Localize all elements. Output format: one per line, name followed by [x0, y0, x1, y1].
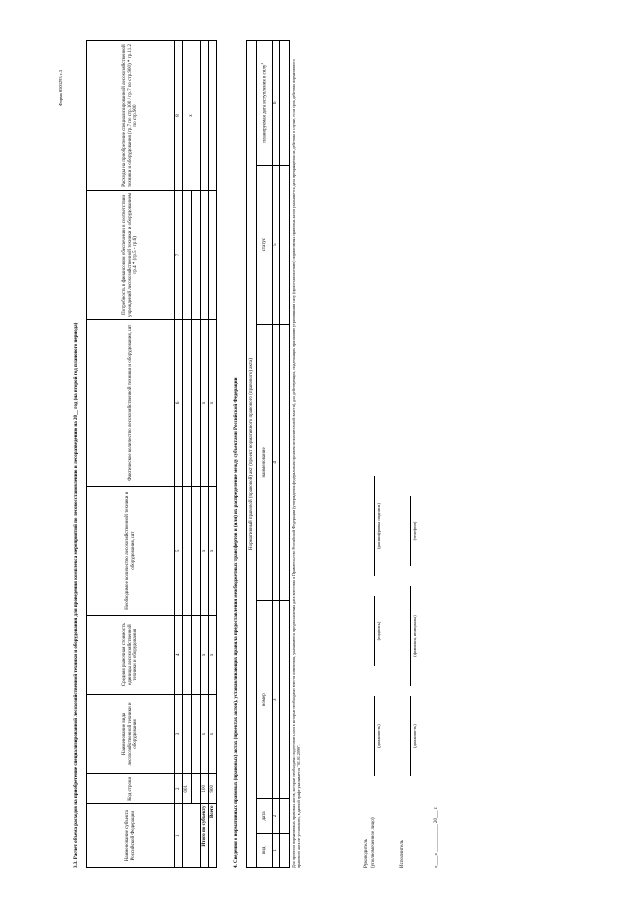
- header-name: наименование: [257, 324, 273, 600]
- section-4-title: 4. Сведения о нормативных правовых (правовых) актах (проектах актов), устанавливающих правила предоставления межбюджетных трансфертов и (или) их распределение между субъектами Российской Федерации: [234, 377, 239, 868]
- col-num-3: 3: [175, 694, 183, 773]
- col-num-8: 8: [175, 41, 183, 191]
- header-avg-price: Средняя рыночная стоимость единицы лесохозяйственной техники и оборудования: [87, 615, 175, 694]
- total-label: Итого по субъекту: [201, 804, 209, 868]
- cell-number-entry[interactable]: [280, 601, 290, 799]
- row-code-001: 001: [183, 774, 192, 804]
- head-sublabel: (уполномоченное лицо): [371, 817, 376, 868]
- header-row-code: Код строки: [87, 774, 175, 804]
- cell-actual-entry[interactable]: [183, 319, 192, 486]
- rotated-form-sheet: Форма 0503293 с.3 3.3. Расчет объема расходов на приобретение специализированной лесохозяйственной техники и оборудования для проведения комплекса мероприятий по лесовосстановлению и лесоразведению на 20__ год (на второй год планового периода) Наименование субъекта Российской Федерации Код строки Наименование вида лесохозяйственной техники и оборудования Средняя рыночная стоимость единицы лесохозяйственной техники и оборудования Необходимое количество лесохозяйственной техники и оборудования, шт Фактическое количество лесохозяйственной техники и оборудования, шт Потребность в финансовом обеспечении в соответствии учреждений лесохозяйственной техники и оборудованием гр.4 * (гр.5 - гр.6) Расходы на приобретение специализированной лесохозяйственной техники и оборудования (гр.7 по стр.100 / гр.7 по стр.900) * гр.11.2 по стр.900 1 2 3 4 5 6 7 8 001 х Итого по субъекту 100 х х х х Всего 900 х х х х 4. Сведения о нормативных правовых (правовых) актах (проектах актов), устанавливающих правила предоставления межбюджетных трансфертов и (или) их распределение между субъектами Российской Федерации Нормативный правовой (правовой) акт (проект нормативного правового (правового) акта) вид дата номер наименование статус планируемая дата вступления в силу$^1$ 1 2 3 4 5 6 Для проектов нормативных правовых актов, которые необходимо подготовить или в которые необходимо внести изменения, указываются предполагаемая дата внесения в Правительство Российской Федерации (утверждения федеральным органом исполнительной власти), для действующих, подлежащих признанию утратившими силу (приостановлению) нормативных правовых актов указывается дата прекращения их действия в случае, если срок действия нормативного правового акта не установлен, в данной графе указывается "01.01.2099". Руководитель (уполномоченное лицо) (должность) (подпись) (расшифровка подписи) Исполнитель (должность) (фамилия, инициалы) (телефон) «____» ___________ 20___ г.: [48, 26, 608, 886]
- cell-expenses-x: х: [183, 41, 201, 191]
- section-4-group-header: Нормативный правовой (правовой) акт (проект нормативного правового (правового) акта): [247, 41, 257, 868]
- cell-required-entry[interactable]: [183, 486, 192, 615]
- header-subject: Наименование субъекта Российской Федерации: [87, 804, 175, 868]
- footnote: Для проектов нормативных правовых актов, которые необходимо подготовить или в которые необходимо внести изменения, указываются предполагаемая дата внесения в Правительство Российской Федерации (утверждения федеральным органом исполнительной власти), для действующих, подлежащих признанию утратившими силу (приостановлению) нормативных правовых актов указывается дата прекращения их действия в случае, если срок действия нормативного правового акта не установлен, в данной графе указывается "01.01.2099".: [291, 59, 301, 868]
- cell-subject-entry[interactable]: [183, 804, 201, 868]
- cell-price-entry[interactable]: [183, 615, 192, 694]
- cell-name-entry[interactable]: [280, 324, 290, 600]
- head-label: Руководитель: [364, 838, 369, 868]
- table-3-3: Наименование субъекта Российской Федерации Код строки Наименование вида лесохозяйственной техники и оборудования Средняя рыночная стоимость единицы лесохозяйственной техники и оборудования Необходимое количество лесохозяйственной техники и оборудования, шт Фактическое количество лесохозяйственной техники и оборудования, шт Потребность в финансовом обеспечении в соответствии учреждений лесохозяйственной техники и оборудованием гр.4 * (гр.5 - гр.6) Расходы на приобретение специализированной лесохозяйственной техники и оборудования (гр.7 по стр.100 / гр.7 по стр.900) * гр.11.2 по стр.900 1 2 3 4 5 6 7 8 001 х Итого по субъекту 100 х х х х Всего 900 х х х х: [86, 40, 217, 868]
- header-planned-date: планируемая дата вступления в силу$^1$: [257, 41, 273, 166]
- cell-planned-date-entry[interactable]: [280, 41, 290, 166]
- header-equipment-type: Наименование вида лесохозяйственной техники и оборудования: [87, 694, 175, 773]
- cell-kind-entry[interactable]: [280, 833, 290, 867]
- col-num-2: 2: [175, 774, 183, 804]
- col-num-5: 5: [175, 486, 183, 615]
- executor-label: Исполнитель: [400, 840, 405, 868]
- table-4: Нормативный правовой (правовой) акт (проект нормативного правового (правового) акта) вид дата номер наименование статус планируемая дата вступления в силу$^1$ 1 2 3 4 5 6: [246, 40, 290, 868]
- date-line[interactable]: «____» ___________ 20___ г.: [434, 806, 439, 868]
- cell-equipment-entry[interactable]: [183, 694, 192, 773]
- header-date: дата: [257, 799, 273, 833]
- col-num-4: 4: [175, 615, 183, 694]
- grand-total-code: 900: [209, 774, 217, 804]
- head-signature-line[interactable]: [374, 596, 375, 666]
- total-code: 100: [201, 774, 209, 804]
- header-actual-qty: Фактическое количество лесохозяйственной техники и оборудования, шт: [87, 319, 175, 486]
- cell-status-entry[interactable]: [280, 165, 290, 324]
- form-label: Форма 0503293 с.3: [58, 69, 63, 106]
- section-3-3-title: 3.3. Расчет объема расходов на приобретение специализированной лесохозяйственной техники и оборудования для проведения комплекса мероприятий по лесовосстановлению и лесоразведению на 20__ год (на второй год планового периода): [74, 322, 79, 868]
- col-num-6: 6: [175, 319, 183, 486]
- header-kind: вид: [257, 833, 273, 867]
- head-decoding-line[interactable]: [374, 476, 375, 576]
- col-num-1: 1: [175, 804, 183, 868]
- header-status: статус: [257, 165, 273, 324]
- cell-date-entry[interactable]: [280, 799, 290, 833]
- col-num-7: 7: [175, 191, 183, 320]
- executor-name-line[interactable]: [410, 586, 411, 686]
- header-number: номер: [257, 601, 273, 799]
- header-expenses: Расходы на приобретение специализированной лесохозяйственной техники и оборудования (гр.7 по стр.100 / гр.7 по стр.900) * гр.11.2 по стр.900: [87, 41, 175, 191]
- executor-phone-line[interactable]: [410, 496, 411, 566]
- header-need: Потребность в финансовом обеспечении в соответствии учреждений лесохозяйственной техники и оборудованием гр.4 * (гр.5 - гр.6): [87, 191, 175, 320]
- header-required-qty: Необходимое количество лесохозяйственной техники и оборудования, шт: [87, 486, 175, 615]
- head-position-line[interactable]: [374, 696, 375, 776]
- executor-position-line[interactable]: [410, 696, 411, 776]
- cell-need-entry[interactable]: [183, 191, 192, 320]
- grand-total-label: Всего: [209, 804, 217, 868]
